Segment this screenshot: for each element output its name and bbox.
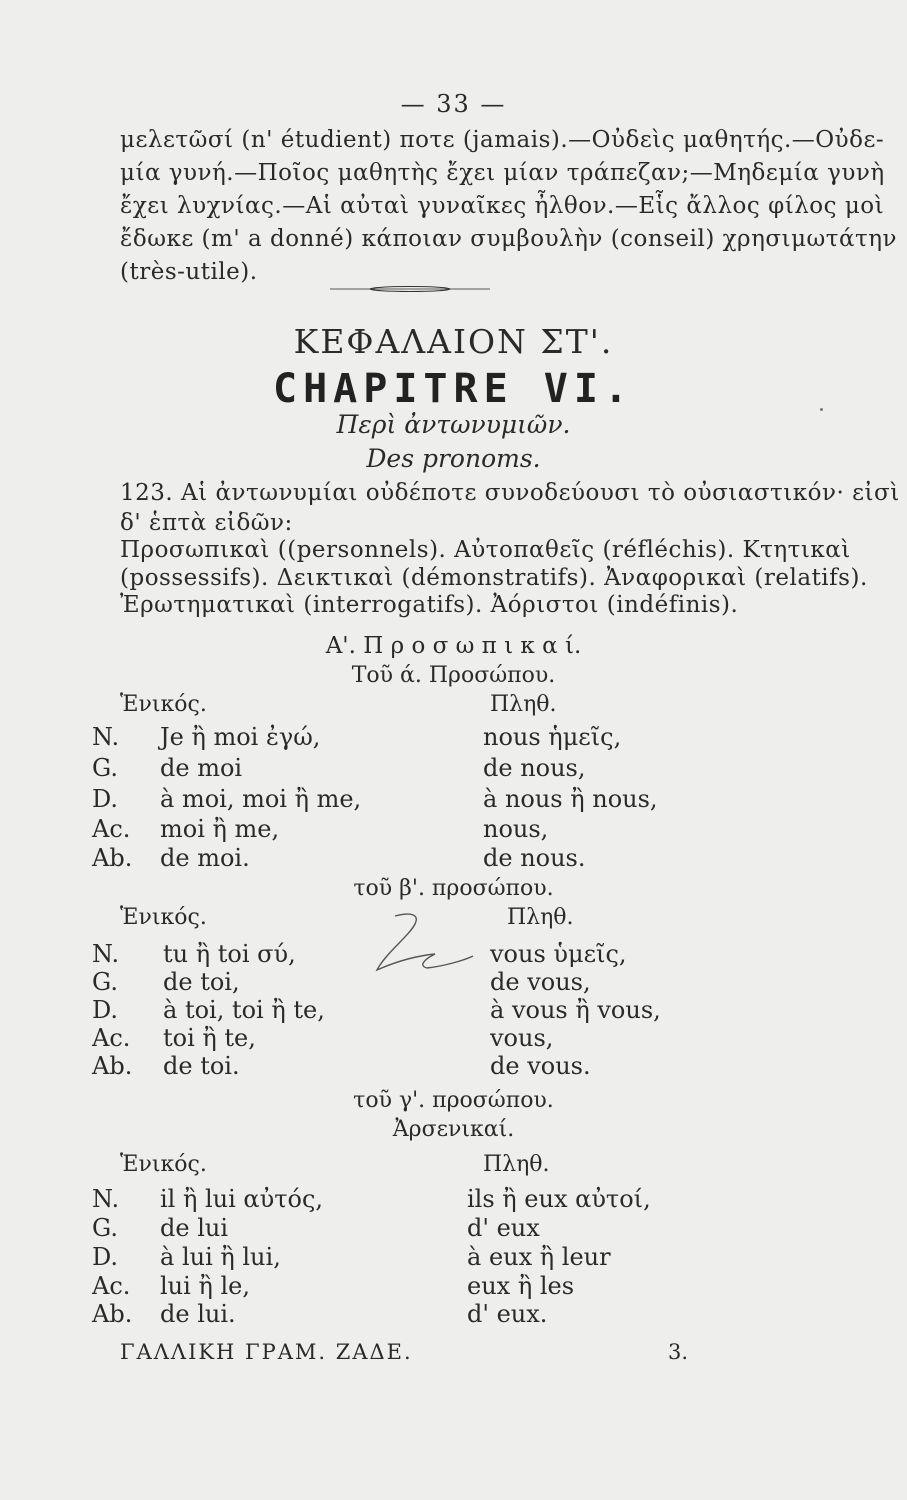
handwritten-mark [365,910,475,980]
singular-form: moi ἢ me, [160,815,280,843]
singular-heading: Ἑνικός. [120,1152,207,1177]
plural-form: vous ὑμεῖς, [490,940,627,968]
case-label: D. [92,785,119,813]
case-label: D. [92,996,119,1024]
singular-form: de moi [160,754,243,782]
plural-form: ils ἢ eux αὐτοί, [467,1185,651,1213]
singular-form: de moi. [160,844,250,872]
singular-form: il ἢ lui αὐτός, [160,1185,324,1213]
running-footer: ΓΑΛΛΙΚΗ ΓΡΑΜ. ΖΑΔΕ. [120,1340,413,1364]
section-heading: Α'. Π ρ ο σ ω π ι κ α ί. [325,633,582,659]
singular-form: de toi. [163,1052,240,1080]
speck [820,408,823,411]
singular-form: tu ἢ toi σύ, [163,940,296,968]
singular-form: lui ἢ le, [160,1272,250,1300]
case-label: D. [92,1243,119,1271]
case-label: Ab. [92,844,133,872]
plural-heading: Πληθ. [490,692,557,717]
text-line: ἔχει λυχνίας.—Αἱ αὐταὶ γυναῖκες ἦλθον.—Εἷς ἄλλος φίλος μοὶ [120,193,885,219]
case-label: G. [92,1214,118,1242]
subtitle-greek: Περὶ ἀντωνυμιῶν. [336,410,571,439]
text-line: (possessifs). Δεικτικαὶ (démonstratifs). Ἀναφορικαὶ (relatifs). [120,565,868,591]
singular-heading: Ἑνικός. [120,905,207,930]
plural-form: eux ἢ les [467,1272,575,1300]
case-label: Ac. [92,1272,131,1300]
person-heading: τοῦ γ'. προσώπου. [353,1088,554,1113]
case-label: G. [92,754,118,782]
text-line: ἔδωκε (m' a donné) κάποιαν συμβουλὴν (conseil) χρησιμωτάτην [120,226,898,252]
plural-form: à eux ἢ leur [467,1243,611,1271]
plural-form: de vous. [490,1052,591,1080]
case-label: N. [92,723,120,751]
plural-form: nous, [483,815,549,843]
text-line: μία γυνή.—Ποῖος μαθητὴς ἔχει μίαν τράπεζαν;—Μηδεμία γυνὴ [120,160,885,186]
plural-heading: Πληθ. [507,905,574,930]
ornamental-divider [330,286,490,292]
text-line: (très-utile). [120,259,258,285]
singular-form: de lui. [160,1300,236,1328]
singular-form: de toi, [163,968,240,996]
plural-form: de vous, [490,968,591,996]
singular-heading: Ἑνικός. [120,692,207,717]
singular-form: Je ἢ moi ἐγώ, [160,723,321,751]
text-line: Ἐρωτηματικαὶ (interrogatifs). Ἀόριστοι (indéfinis). [120,592,739,618]
singular-form: à toi, toi ἢ te, [163,996,325,1024]
singular-form: à lui ἢ lui, [160,1243,281,1271]
case-label: N. [92,1185,120,1213]
person-heading: Τοῦ ά. Προσώπου. [351,663,556,688]
signature-mark: 3. [668,1340,689,1364]
chapter-title-greek: ΚΕΦΑΛΑΙΟΝ ΣΤ'. [293,322,614,361]
plural-form: vous, [490,1024,554,1052]
singular-form: de lui [160,1214,229,1242]
text-line: Προσωπικαὶ ((personnels). Αὐτοπαθεῖς (réfléchis). Κτητικαὶ [120,537,851,563]
text-line: δ' ἑπτὰ εἰδῶν: [120,510,293,536]
plural-form: d' eux [467,1214,540,1242]
plural-form: de nous, [483,754,586,782]
plural-form: à nous ἢ nous, [483,785,658,813]
page-number: — 33 — [400,90,507,118]
case-label: Ab. [92,1300,133,1328]
case-label: Ac. [92,815,131,843]
plural-form: d' eux. [467,1300,548,1328]
text-line: μελετῶσί (n' étudient) ποτε (jamais).—Οὐδεὶς μαθητής.—Οὐδε- [120,127,885,153]
case-label: G. [92,968,118,996]
case-label: N. [92,940,120,968]
case-label: Ab. [92,1052,133,1080]
singular-form: à moi, moi ἢ me, [160,785,362,813]
case-label: Ac. [92,1024,131,1052]
gender-heading: Ἀρσενικαί. [392,1117,515,1142]
plural-heading: Πληθ. [483,1152,550,1177]
plural-form: à vous ἢ vous, [490,996,661,1024]
subtitle-french: Des pronoms. [366,444,541,473]
plural-form: nous ἡμεῖς, [483,723,622,751]
singular-form: toi ἢ te, [163,1024,256,1052]
chapter-title-french: CHAPITRE VI. [273,366,634,412]
plural-form: de nous. [483,844,586,872]
text-line: 123. Αἱ ἀντωνυμίαι οὐδέποτε συνοδεύουσι τὸ οὐσιαστικόν· εἰσὶ [120,480,900,506]
person-heading: τοῦ β'. προσώπου. [353,876,554,901]
